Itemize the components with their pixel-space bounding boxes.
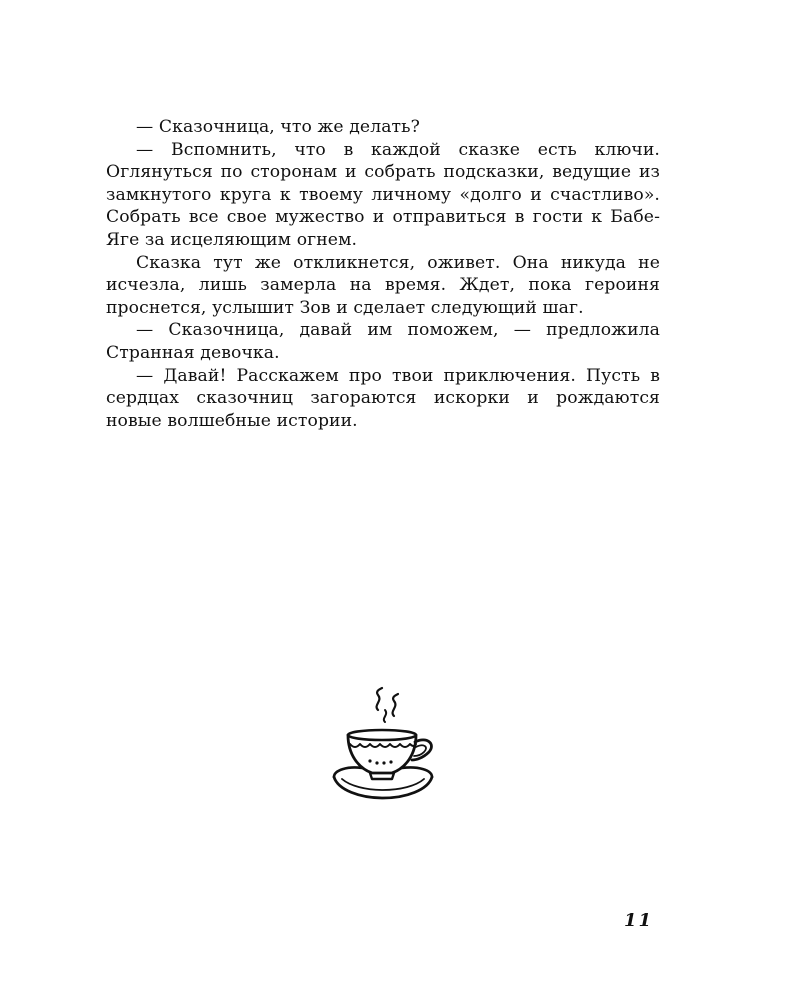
- paragraph-1: — Сказочница, что же делать?: [136, 117, 420, 137]
- page-number: 11: [624, 910, 654, 931]
- paragraph-4: — Сказочница, давай им поможем, — предложила Странная девочка.: [106, 320, 660, 363]
- teacup-icon: [326, 686, 444, 804]
- body-text: [106, 116, 660, 432]
- paragraph-3: Сказка тут же откликнется, оживет. Она никуда не исчезла, лишь замерла на время. Ждет, пока героиня проснется, услышит Зов и сделает следующий шаг.: [106, 252, 660, 318]
- paragraph-5: — Давай! Расскажем про твои приключения. Пусть в сердцах сказочниц загораются искорки и рождаются новые волшебные истории.: [106, 365, 660, 431]
- paragraph-2: — Вспомнить, что в каждой сказке есть ключи. Оглянуться по сторонам и собрать подсказки, ведущие из замкнутого круга к твоему личному «долго и счастливо». Собрать все свое мужество и отправиться в гости к Бабе-Яге за исцеляющим огнем.: [106, 139, 660, 250]
